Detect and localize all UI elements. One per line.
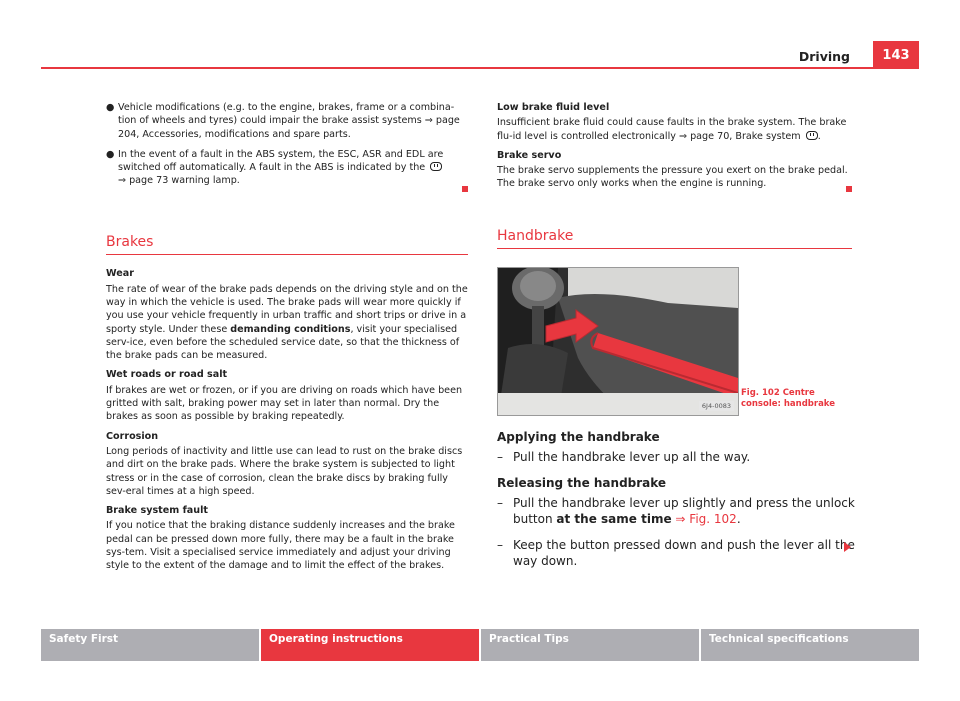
footer-tab-operating-instructions[interactable]: Operating instructions — [261, 629, 479, 661]
footer-tab-safety-first[interactable]: Safety First — [41, 629, 259, 661]
bullet-text: Vehicle modifications (e.g. to the engine, brakes, frame or a combina-tion of wheels and tyres) could impair the brake assist systems — [118, 102, 455, 127]
wet-roads-paragraph: If brakes are wet or frozen, or if you are driving on roads which have been gritted with salt, braking power may set in later than normal. Dry the brakes as soon as possible by braking repeatedly. — [106, 384, 463, 423]
left-column — [106, 101, 468, 579]
applying-heading: Applying the handbrake — [497, 430, 660, 444]
list-item: – Pull the handbrake lever up all the way. — [497, 450, 751, 464]
handbrake-figure — [497, 267, 739, 416]
page-link-204[interactable]: ⇒ page 204, Accessories, modifications and spare parts. — [118, 115, 460, 140]
bullet-dot: ● — [106, 148, 115, 160]
list-item: – Pull the handbrake lever up slightly and press the unlock button at the same time ⇒ Fig. 102. — [497, 496, 855, 526]
section-end-icon — [846, 186, 852, 192]
section-title-handbrake: Handbrake — [497, 230, 852, 249]
figure-code: 6J4-0083 — [699, 401, 734, 411]
corrosion-heading: Corrosion — [106, 430, 159, 442]
wear-heading: Wear — [106, 268, 134, 280]
brake-fault-paragraph: If you notice that the braking distance suddenly increases and the brake pedal can be pressed down more fully, there may be a fault in the brake sys-tem. Visit a specialised service immediately and adjust your driving style to the extent of the damage and to limit the effect of the brakes. — [106, 520, 455, 572]
figure-caption: Fig. 102 Centre console: handbrake — [741, 388, 835, 409]
continue-arrow-icon — [844, 542, 851, 552]
low-fluid-heading: Low brake fluid level — [497, 102, 610, 113]
header-section-title: Driving — [798, 49, 850, 64]
corrosion-paragraph: Long periods of inactivity and little use can lead to rust on the brake discs and dirt on the brake pads. Where the brake system is subjected to light stress or in the case of corrosion, clean the brake discs by braking fully sev-eral times at a high speed. — [106, 445, 463, 497]
handbrake-illustration — [498, 268, 738, 415]
brake-servo-paragraph: The brake servo supplements the pressure you exert on the brake pedal. The brake servo only works when the engine is running. — [497, 165, 848, 190]
header-rule — [41, 67, 919, 69]
bullet-item — [106, 101, 468, 141]
footer-tab-technical-specifications[interactable]: Technical specifications — [701, 629, 919, 661]
wear-paragraph: The rate of wear of the brake pads depends on the driving style and on the way in which the vehicle is used. The brake pads will wear more quickly if you use your vehicle frequently in urban traffic and short trips or drive in a sporty style. Under these demanding conditions, visit your specialised serv-ice, even before the scheduled service date, so that the thickness of the brake pads can be measured. — [106, 283, 468, 362]
low-fluid-paragraph: Insufficient brake fluid could cause faults in the brake system. The brake flu-id level is controlled electronically ⇒ page 70, Brake system . — [497, 117, 847, 142]
releasing-heading: Releasing the handbrake — [497, 476, 667, 490]
section-title-brakes: Brakes — [106, 236, 468, 255]
page-number: 143 — [873, 41, 919, 69]
wet-roads-heading: Wet roads or road salt — [106, 369, 228, 381]
list-item: – Keep the button pressed down and push the lever all the way down. — [497, 538, 855, 568]
section-end-icon — [462, 186, 468, 192]
right-column — [497, 101, 852, 261]
handbrake-instructions — [497, 429, 857, 579]
abs-warning-icon — [430, 162, 442, 171]
brake-servo-heading: Brake servo — [497, 149, 562, 161]
bullet-dot: ● — [106, 102, 115, 113]
bullet-item — [106, 148, 468, 188]
brake-warning-icon — [806, 131, 818, 140]
page-link-73[interactable]: ⇒ page 73 warning lamp. — [118, 175, 240, 187]
footer-nav — [41, 629, 919, 661]
brake-fault-heading: Brake system fault — [106, 505, 208, 517]
footer-tab-practical-tips[interactable]: Practical Tips — [481, 629, 699, 661]
bullet-text: In the event of a fault in the ABS system, the ESC, ASR and EDL are switched off automatically. A fault in the ABS is indicated by the — [118, 148, 444, 174]
figure-link-102[interactable]: ⇒ Fig. 102 — [675, 512, 737, 526]
